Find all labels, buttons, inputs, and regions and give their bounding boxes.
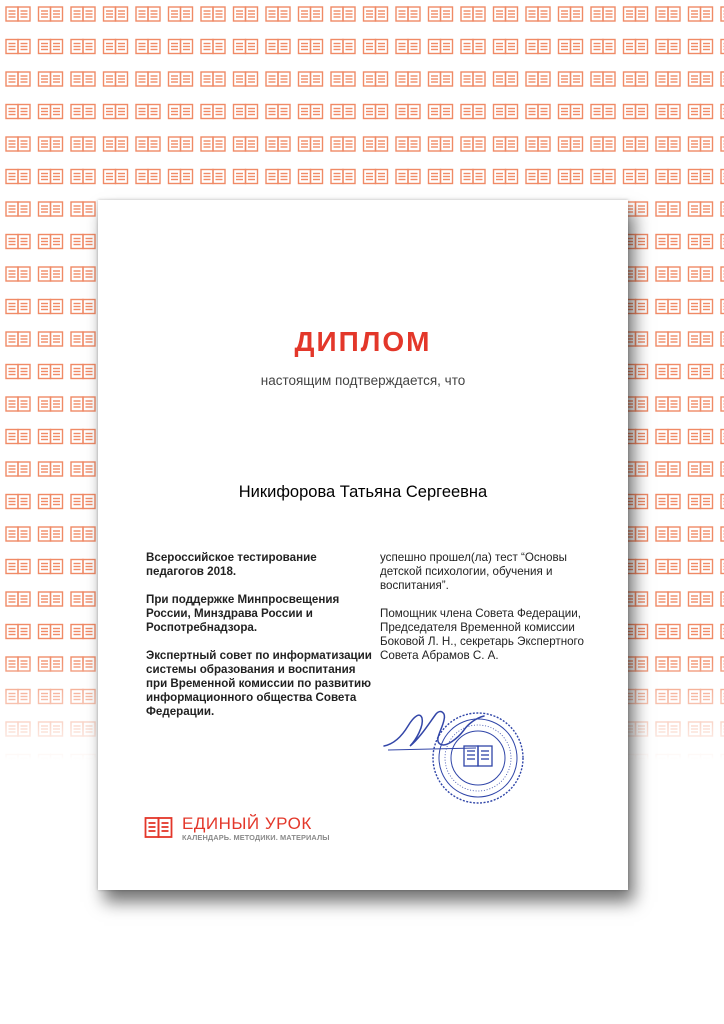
- expert-council-info: Экспертный совет по информатизации системы образования и воспитания при Временной комиссии по развитию информационного общества Совета Федерации.: [146, 649, 372, 718]
- recipient-name: Никифорова Татьяна Сергеевна: [238, 483, 488, 501]
- signatory-info: Помощник члена Совета Федерации, Председателя Временной комиссии Боковой Л. Н., секретарь Экспертного Совета Абрамов С. А.: [380, 607, 584, 662]
- test-result: успешно прошел(ла) тест “Основы детской психологии, обучения и воспитания”.: [380, 551, 567, 592]
- support-info: При поддержке Минпросвещения России, Минздрава России и Роспотребнадзора.: [146, 593, 340, 634]
- diploma-title: ДИПЛОМ: [294, 326, 432, 357]
- result-column: [380, 551, 610, 677]
- testing-info: Всероссийское тестирование педагогов 2018.: [146, 551, 317, 578]
- logo-title: ЕДИНЫЙ УРОК: [182, 814, 312, 833]
- logo-tagline: КАЛЕНДАРЬ. МЕТОДИКИ. МАТЕРИАЛЫ: [182, 833, 330, 842]
- diploma-sheet: [98, 200, 628, 890]
- diploma-subtitle: настоящим подтверждается, что: [260, 373, 466, 388]
- round-seal-icon: [428, 708, 528, 808]
- organizers-column: [146, 551, 372, 733]
- edinyi-urok-logo: [144, 814, 364, 844]
- open-book-icon: [144, 816, 174, 840]
